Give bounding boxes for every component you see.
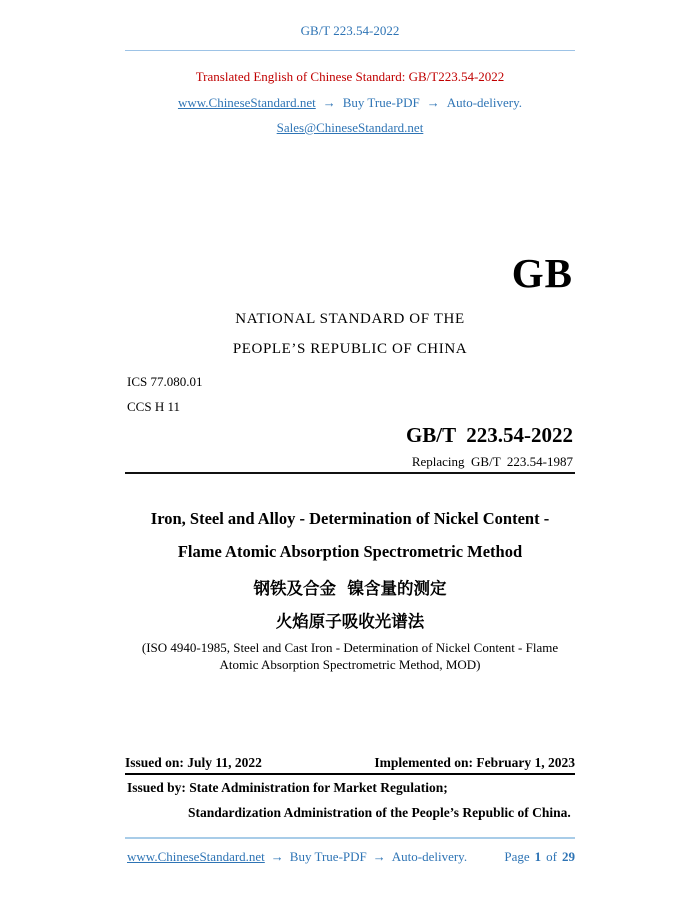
footer-link-line	[127, 849, 467, 865]
title-chinese-line2: 火焰原子吸收光谱法	[275, 612, 425, 631]
buy-pdf-text: Buy True-PDF	[342, 95, 420, 110]
sales-email-link-row	[0, 120, 700, 136]
national-standard-line2: PEOPLE’S REPUBLIC OF CHINA	[232, 341, 468, 357]
translated-standard-line: Translated English of Chinese Standard: GB/T223.54-2022	[195, 69, 505, 84]
iso-reference-line1: (ISO 4940-1985, Steel and Cast Iron - Determination of Nickel Content - Flame	[141, 640, 559, 655]
replacing-note: Replacing GB/T 223.54-1987	[411, 454, 573, 469]
title-english-line2: Flame Atomic Absorption Spectrometric Method	[177, 542, 523, 561]
buy-pdf-text: Buy True-PDF	[289, 849, 367, 864]
auto-delivery-text: Auto-delivery.	[391, 849, 468, 864]
arrow-right-icon: →	[270, 849, 284, 864]
iso-reference-line2: Atomic Absorption Spectrometric Method, MOD)	[219, 657, 481, 672]
title-english-line1: Iron, Steel and Alloy - Determination of Nickel Content -	[150, 509, 550, 528]
issued-by-line2: Standardization Administration of the People’s Republic of China.	[188, 805, 571, 820]
title-chinese-line1: 钢铁及合金 镍含量的测定	[253, 579, 447, 598]
header-doc-number: GB/T 223.54-2022	[300, 23, 400, 38]
page-label: Page	[504, 849, 530, 864]
issued-by-line1: Issued by: State Administration for Market Regulation;	[127, 780, 448, 795]
header-link-line	[0, 95, 700, 111]
standard-number-divider-rule	[125, 472, 575, 474]
auto-delivery-text: Auto-delivery.	[446, 95, 523, 110]
page-of-label: of	[546, 849, 557, 864]
site-link[interactable]: www.ChineseStandard.net	[177, 95, 316, 110]
page-current: 1	[534, 849, 542, 864]
issuance-divider-rule	[125, 773, 575, 775]
header-divider-rule	[125, 50, 575, 51]
issuance-dates-row	[125, 755, 575, 771]
ics-code: ICS 77.080.01	[127, 374, 203, 389]
sales-email-link[interactable]: Sales@ChineseStandard.net	[276, 120, 424, 135]
arrow-right-icon: →	[426, 95, 440, 110]
gb-logo: GB	[511, 250, 573, 296]
footer-divider-rule	[125, 837, 575, 839]
page-total: 29	[562, 849, 575, 864]
implemented-on-date: Implemented on: February 1, 2023	[374, 755, 575, 770]
arrow-right-icon: →	[322, 95, 336, 110]
site-link[interactable]: www.ChineseStandard.net	[127, 849, 265, 864]
issued-on-date: Issued on: July 11, 2022	[125, 755, 262, 770]
arrow-right-icon: →	[372, 849, 386, 864]
page-indicator	[504, 849, 575, 865]
ccs-code: CCS H 11	[127, 399, 180, 414]
standard-number: GB/T 223.54-2022	[405, 423, 573, 447]
national-standard-line1: NATIONAL STANDARD OF THE	[235, 311, 465, 327]
